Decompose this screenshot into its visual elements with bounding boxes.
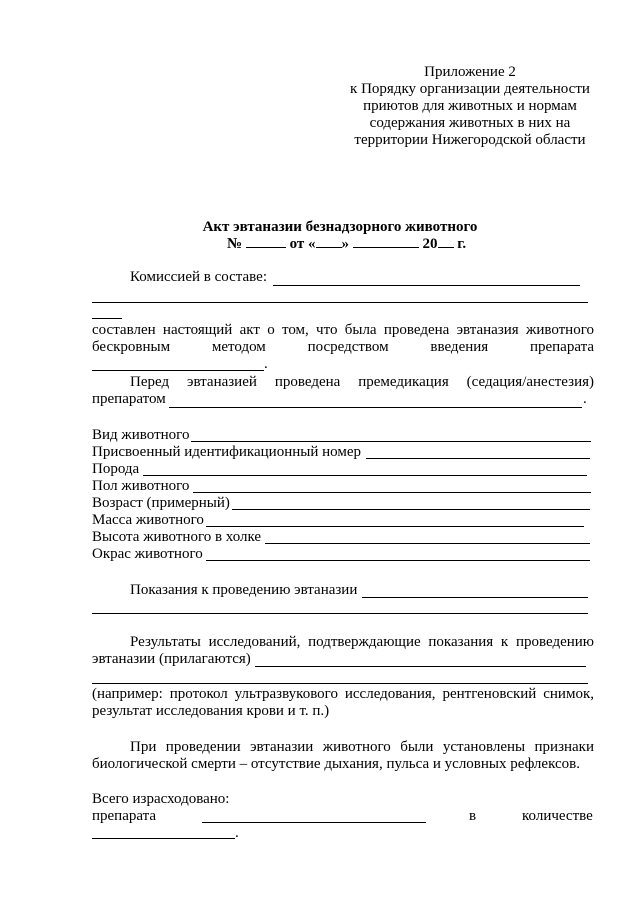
field-breed-label: Порода <box>92 461 140 477</box>
from-label: от « <box>289 236 316 252</box>
appendix-block <box>330 64 610 149</box>
year-suffix: г. <box>457 236 467 252</box>
spent-drug-label: препарата <box>92 808 157 824</box>
field-age-input[interactable] <box>232 509 590 510</box>
month-blank[interactable] <box>353 247 419 248</box>
commission-field-line2[interactable] <box>92 302 588 303</box>
composed-line1: составлен настоящий акт о том, что была проведена эвтаназия животного <box>92 322 594 338</box>
field-sex-input[interactable] <box>193 492 591 493</box>
results-field-line2[interactable] <box>92 683 588 684</box>
field-height-label: Высота животного в холке <box>92 529 262 545</box>
year-prefix: 20 <box>422 236 438 252</box>
appendix-line: территории Нижегородской области <box>354 132 586 148</box>
death-line2: биологической смерти – отсутствие дыхания, пульса и условных рефлексов. <box>92 756 580 772</box>
field-weight-label: Масса животного <box>92 512 204 528</box>
premed-line1: Перед эвтаназией проведена премедикация (седация/анестезия) <box>130 374 594 390</box>
indications-label: Показания к проведению эвтаназии <box>130 582 358 598</box>
year-blank[interactable] <box>438 247 454 248</box>
period: . <box>235 825 239 841</box>
number-blank[interactable] <box>246 247 286 248</box>
field-species-label: Вид животного <box>92 427 190 443</box>
field-id-input[interactable] <box>366 458 590 459</box>
premed-label: препаратом <box>92 391 166 407</box>
results-field[interactable] <box>255 666 586 667</box>
field-breed-input[interactable] <box>143 475 587 476</box>
appendix-line: к Порядку организации деятельности <box>350 81 590 97</box>
number-label: № <box>227 236 243 252</box>
results-example-line1: (например: протокол ультразвукового исследования, рентгеновский снимок, <box>92 686 594 702</box>
results-line1: Результаты исследований, подтверждающие показания к проведению <box>130 634 594 650</box>
day-blank[interactable] <box>316 247 342 248</box>
field-age-label: Возраст (примерный) <box>92 495 230 511</box>
quote-close: » <box>341 236 349 252</box>
field-height-input[interactable] <box>265 543 590 544</box>
drug-field[interactable] <box>92 370 264 371</box>
spent-qty-label: количестве <box>522 808 593 824</box>
composed-line2: бескровным методом посредством введения препарата <box>92 339 594 355</box>
commission-field-line3[interactable] <box>92 318 122 319</box>
field-species-input[interactable] <box>191 441 591 442</box>
period: . <box>583 391 587 407</box>
indications-field-line2[interactable] <box>92 613 588 614</box>
appendix-line: содержания животных в них на <box>369 115 571 131</box>
field-weight-input[interactable] <box>206 526 584 527</box>
field-id-label: Присвоенный идентификационный номер <box>92 444 361 460</box>
spent-label: Всего израсходовано: <box>92 791 230 807</box>
document-title: Акт эвтаназии безнадзорного животного <box>202 219 478 235</box>
field-sex-label: Пол животного <box>92 478 190 494</box>
commission-label: Комиссией в составе: <box>130 269 268 285</box>
appendix-line: Приложение 2 <box>424 64 516 80</box>
death-line1: При проведении эвтаназии животного были установлены признаки <box>130 739 594 755</box>
spent-qty-field[interactable] <box>92 838 235 839</box>
period: . <box>264 356 268 372</box>
field-color-label: Окрас животного <box>92 546 203 562</box>
premed-field[interactable] <box>169 407 582 408</box>
results-label: эвтаназии (прилагаются) <box>92 651 251 667</box>
indications-field[interactable] <box>362 597 588 598</box>
results-example-line2: результат исследования крови и т. п.) <box>92 703 330 719</box>
field-color-input[interactable] <box>206 560 590 561</box>
act-number-line <box>227 236 466 253</box>
spent-drug-field[interactable] <box>202 822 426 823</box>
appendix-line: приютов для животных и нормам <box>363 98 577 114</box>
commission-field[interactable] <box>273 285 580 286</box>
spent-in-label: в <box>469 808 477 824</box>
